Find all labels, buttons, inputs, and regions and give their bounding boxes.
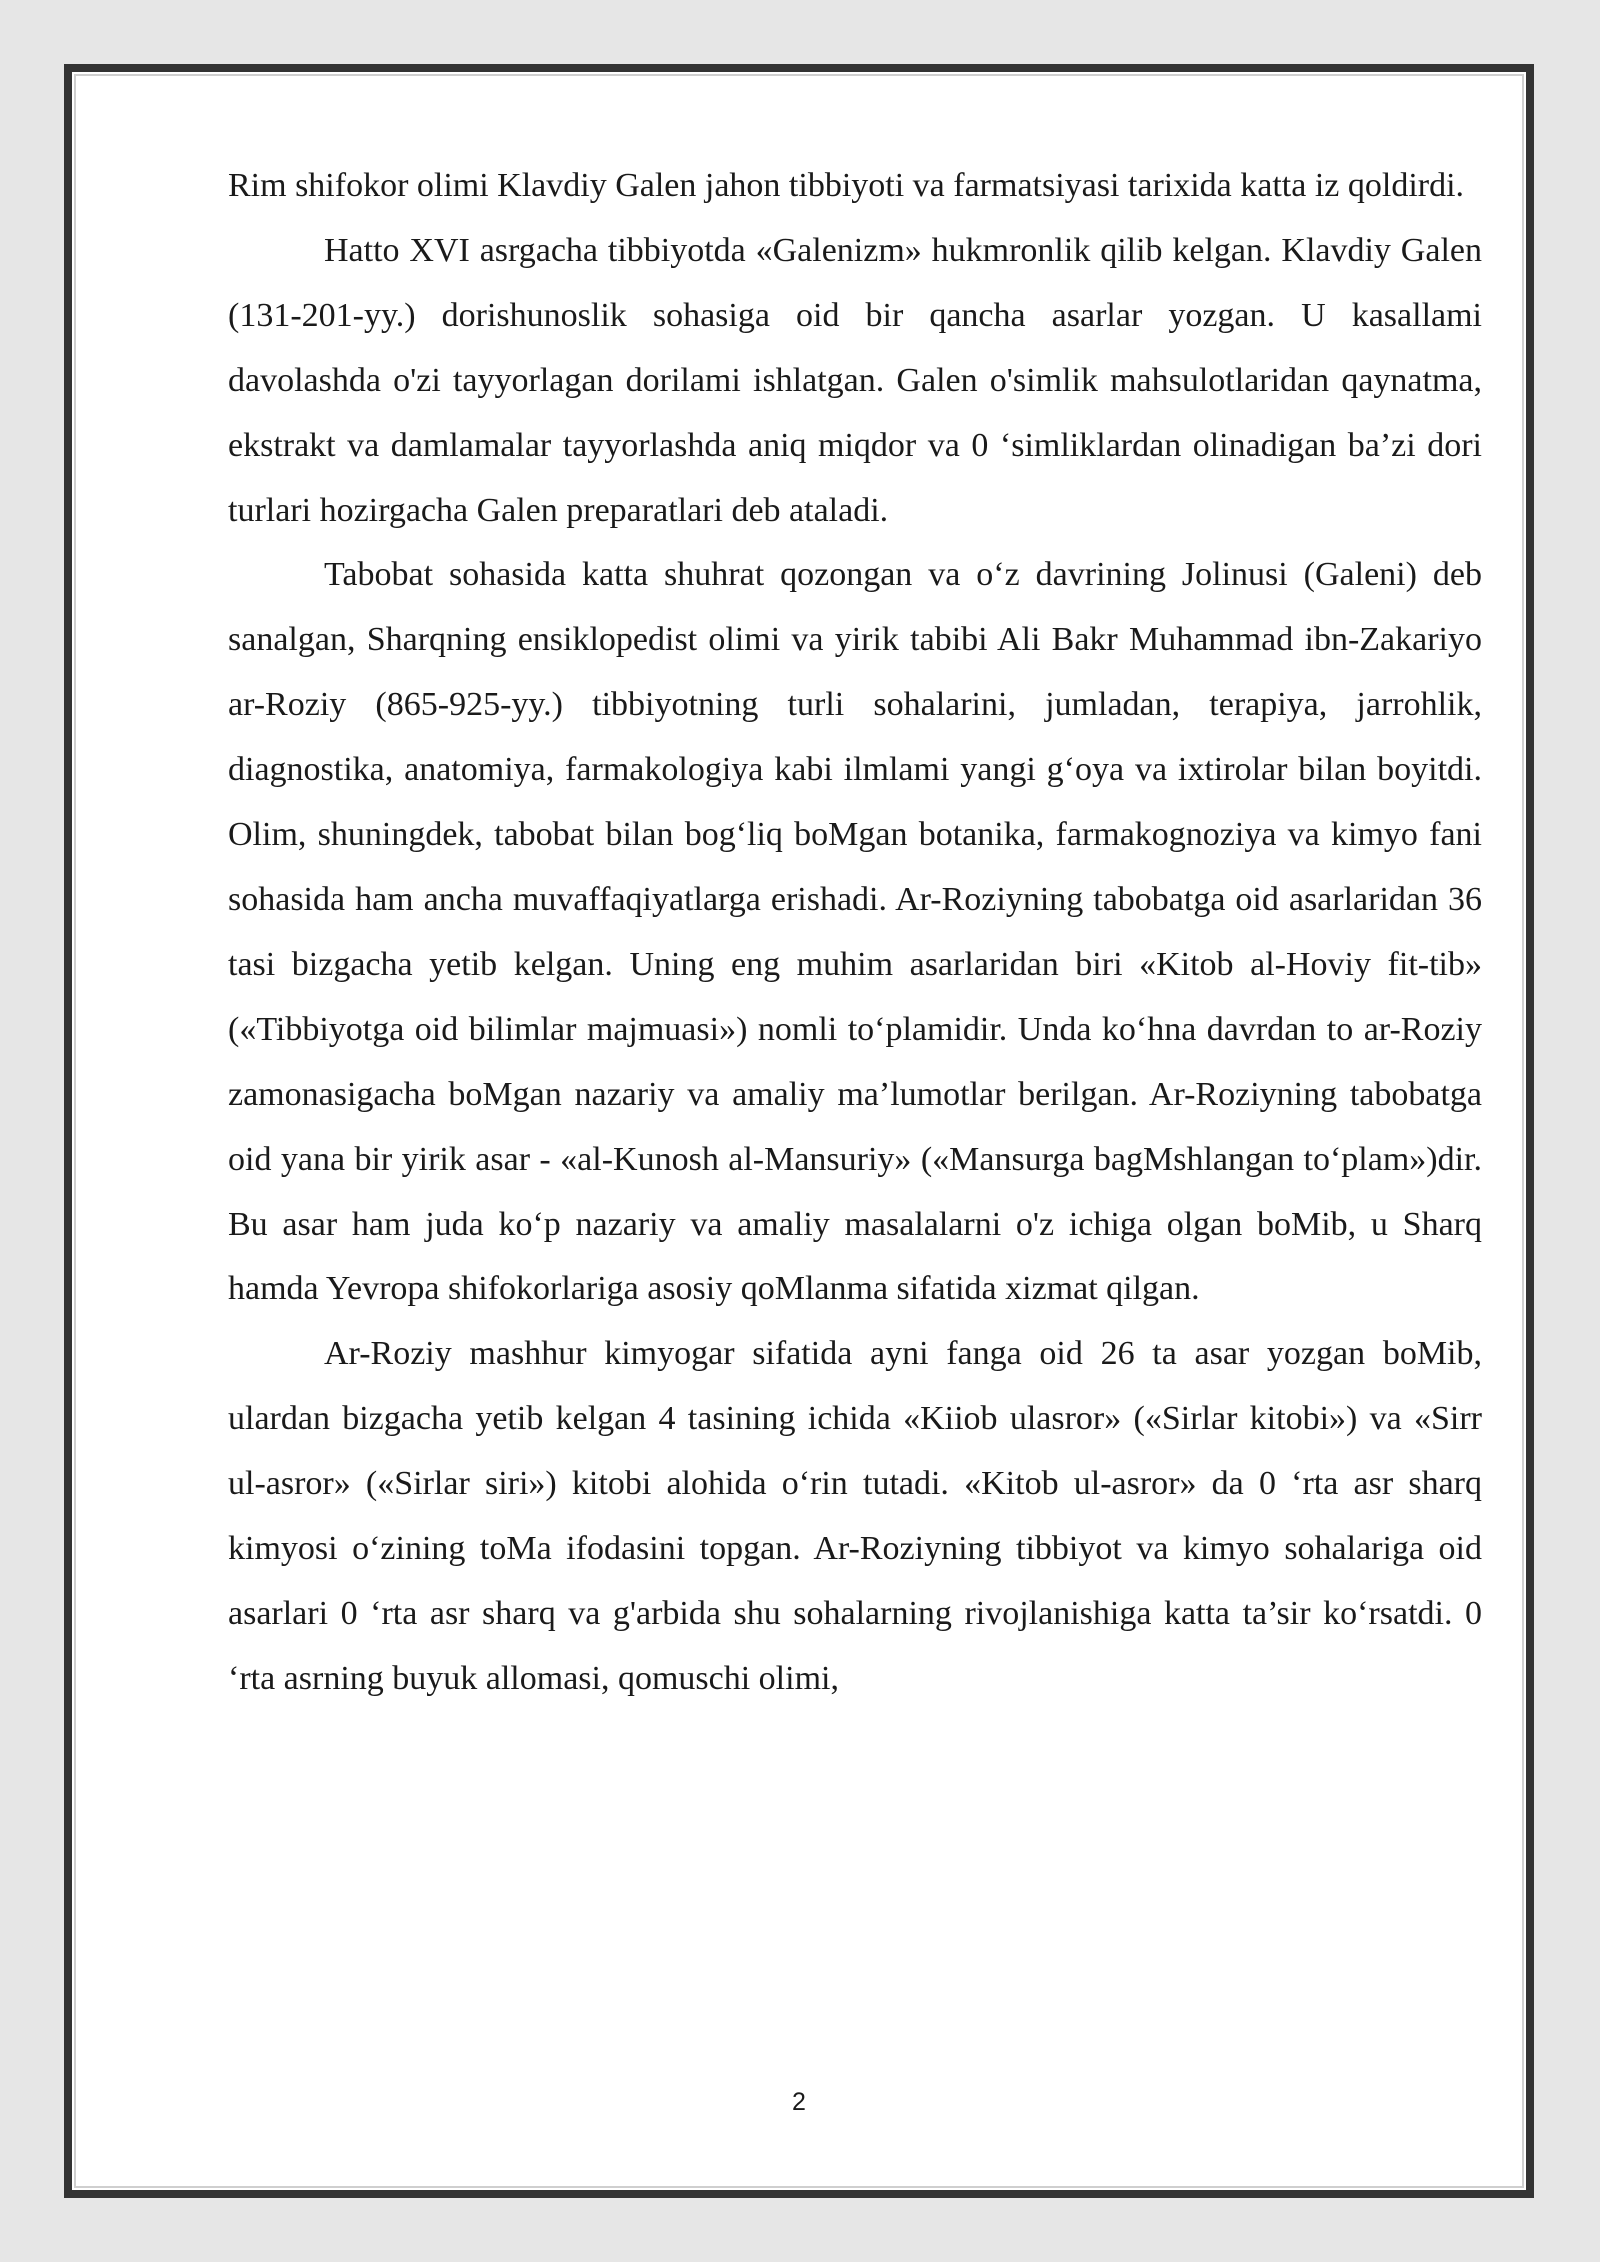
page-body-text	[228, 154, 1482, 1712]
page-number: 2	[792, 2088, 806, 2116]
document-page	[64, 64, 1534, 2198]
paragraph-galenism: Hatto XVI asrgacha tibbiyotda «Galenizm» hukmronlik qilib kelgan. Klavdiy Galen (131-201-yy.) dorishunoslik sohasiga oid bir qancha asarlar yozgan. U kasallami davolashda o'zi tayyorlagan dorilami ishlatgan. Galen o'simlik mahsulotlaridan qaynatma, ekstrakt va damlamalar tayyorlashda aniq miqdor va 0 ‘simliklardan olinadigan ba’zi dori turlari hozirgacha Galen preparatlari deb ataladi.	[228, 231, 1482, 529]
paragraph-ar-roziy-chemistry: Ar-Roziy mashhur kimyogar sifatida ayni fanga oid 26 ta asar yozgan boMib, ulardan bizgacha yetib kelgan 4 tasining ichida «Kiiob ulasror» («Sirlar kitobi») va «Sirr ul-asror» («Sirlar siri») kitobi alohida o‘rin tutadi. «Kitob ul-asror» da 0 ‘rta asr sharq kimyosi o‘zining toMa ifodasini topgan. Ar-Roziyning tibbiyot va kimyo sohalariga oid asarlari 0 ‘rta asr sharq va g'arbida shu sohalarning rivojlanishiga katta ta’sir ko‘rsatdi. 0 ‘rta asrning buyuk allomasi, qomuschi olimi,	[228, 1335, 1482, 1697]
paragraph-galen-intro: Rim shifokor olimi Klavdiy Galen jahon tibbiyoti va farmatsiyasi tarixida katta iz qoldirdi.	[228, 167, 1465, 204]
paragraph-ar-roziy-medicine: Tabobat sohasida katta shuhrat qozongan va o‘z davrining Jolinusi (Galeni) deb sanalgan, Sharqning ensiklopedist olimi va yirik tabibi Ali Bakr Muhammad ibn-Zakariyo ar-Roziy (865-925-yy.) tibbiyotning turli sohalarini, jumladan, terapiya, jarrohlik, diagnostika, anatomiya, farmakologiya kabi ilmlami yangi g‘oya va ixtirolar bilan boyitdi. Olim, shuningdek, tabobat bilan bog‘liq boMgan botanika, farmakognoziya va kimyo fani sohasida ham ancha muvaffaqiyatlarga erishadi. Ar-Roziyning tabobatga oid asarlaridan 36 tasi bizgacha yetib kelgan. Uning eng muhim asarlaridan biri «Kitob al-Hoviy fit-tib» («Tibbiyotga oid bilimlar majmuasi») nomli to‘plamidir. Unda ko‘hna davrdan to ar-Roziy zamonasigacha boMgan nazariy va amaliy ma’lumotlar berilgan. Ar-Roziyning tabobatga oid yana bir yirik asar - «al-Kunosh al-Mansuriy» («Mansurga bagMshlangan to‘plam»)dir. Bu asar ham juda ko‘p nazariy va amaliy masalalarni o'z ichiga olgan boMib, u Sharq hamda Yevropa shifokorlariga asosiy qoMlanma sifatida xizmat qilgan.	[228, 556, 1482, 1308]
